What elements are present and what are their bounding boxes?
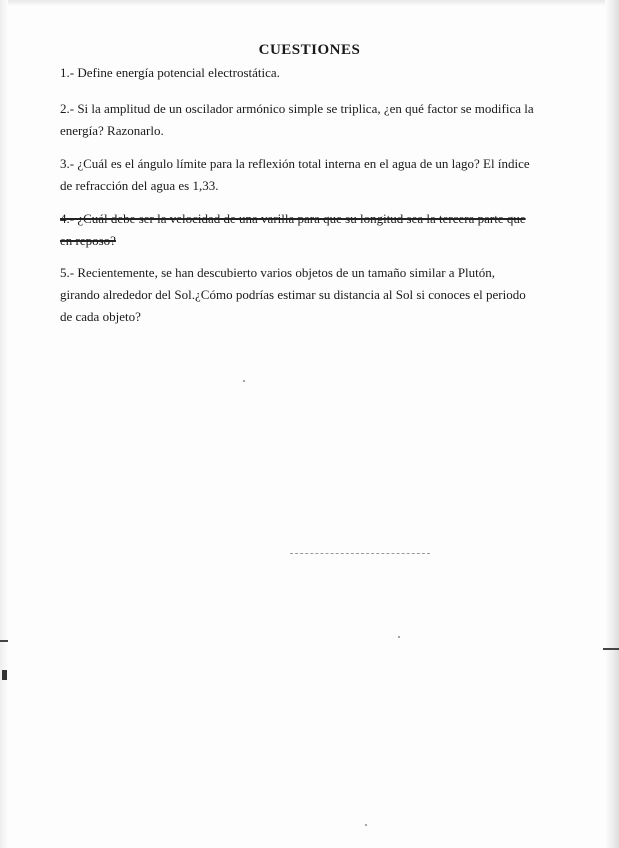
- question-4-struck: 4.- ¿Cuál debe ser la velocidad de una varilla para que su longitud sea la tercera parte que en reposo?: [60, 211, 526, 248]
- scan-mark-right: [603, 648, 619, 650]
- scan-speck: [243, 380, 245, 382]
- scan-edge-left: [0, 0, 8, 848]
- question-2: 2.- Si la amplitud de un oscilador armónico simple se triplica, ¿en qué factor se modifica la energía? Razonarlo.: [60, 101, 534, 138]
- scan-mark-left: [0, 640, 8, 642]
- question-5: 5.- Recientemente, se han descubierto varios objetos de un tamaño similar a Plutón, girando alrededor del Sol.¿Cómo podrías estimar su distancia al Sol si conoces el periodo de cada objeto?: [60, 265, 526, 324]
- scan-edge-right: [605, 0, 619, 848]
- scan-speck: [398, 636, 400, 638]
- scan-mark-left-block: [2, 670, 7, 680]
- scan-edge-top: [0, 0, 619, 6]
- question-1: 1.- Define energía potencial electrostática.: [60, 65, 280, 80]
- question-3: 3.- ¿Cuál es el ángulo límite para la reflexión total interna en el agua de un lago? El índice de refracción del agua es 1,33.: [60, 156, 530, 193]
- page-title: CUESTIONES: [258, 42, 361, 58]
- faint-dashed-mark: [290, 553, 430, 555]
- scan-speck: [365, 824, 367, 826]
